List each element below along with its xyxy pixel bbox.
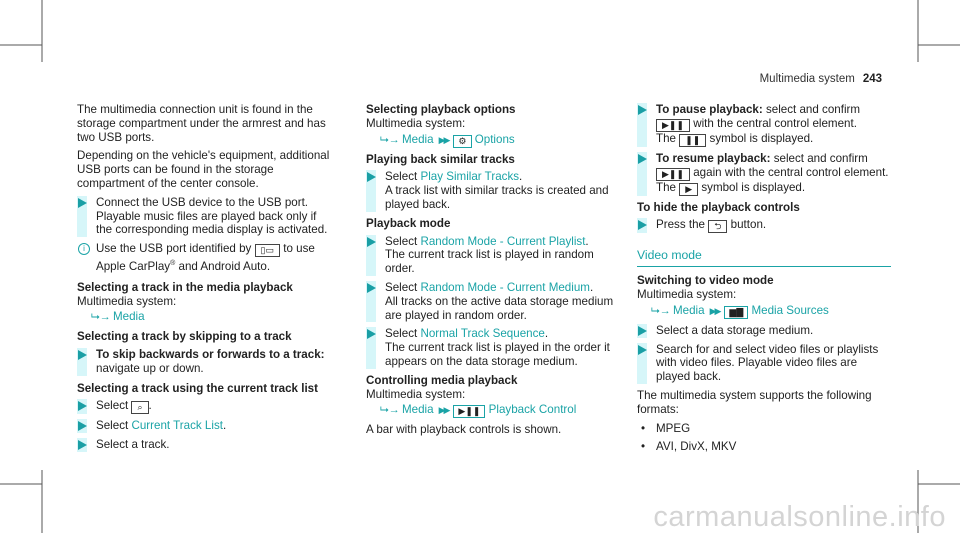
search-icon: ⌕ xyxy=(131,401,148,414)
step-arrow-icon xyxy=(78,198,87,208)
paragraph: A bar with playback controls is shown. xyxy=(366,423,562,437)
format-list xyxy=(637,422,891,455)
header-section: Multimedia system xyxy=(759,73,855,85)
heading: Playback mode xyxy=(366,216,451,230)
media-sources-icon: ▆▇ xyxy=(724,306,748,319)
step: Select a track. xyxy=(77,438,335,452)
section-title: Video mode xyxy=(637,249,891,267)
step-arrow-icon xyxy=(638,220,647,230)
play-pause-icon: ▶❚❚ xyxy=(656,168,690,181)
step: Select Normal Track Sequence. The current track list is played in the order it appears on the data storage medium. xyxy=(366,327,618,368)
gear-icon: ⚙ xyxy=(453,135,471,148)
running-header xyxy=(760,73,882,87)
back-icon: ⮌ xyxy=(708,220,727,233)
step-arrow-icon xyxy=(638,105,647,115)
menu-path xyxy=(77,310,335,325)
menu-link-play-similar[interactable]: Play Similar Tracks xyxy=(420,170,520,184)
step-arrow-icon xyxy=(78,421,87,431)
pause-icon: ❚❚ xyxy=(679,134,706,147)
step: Select Current Track List. xyxy=(77,419,335,433)
play-pause-icon: ▶❚❚ xyxy=(453,405,485,418)
step: Select Play Similar Tracks. A track list with similar tracks is created and played back. xyxy=(366,170,618,211)
step-arrow-icon xyxy=(78,350,87,360)
step: Select Random Mode - Current Playlist. The current track list is played in random order. xyxy=(366,235,618,276)
menu-path-label: Multimedia system: xyxy=(366,387,466,401)
step-arrow-icon xyxy=(367,237,376,247)
heading: Switching to video mode xyxy=(637,274,774,288)
menu-link-current-track-list[interactable]: Current Track List xyxy=(131,419,223,433)
step-arrow-icon xyxy=(638,154,647,164)
heading: Selecting playback options xyxy=(366,103,516,116)
menu-path-label: Multimedia system: xyxy=(366,116,466,130)
heading: Selecting a track by skipping to a track xyxy=(77,330,292,344)
column-3 xyxy=(637,103,891,459)
page-number: 243 xyxy=(862,73,882,85)
heading: Selecting a track using the current track list xyxy=(77,381,318,395)
list-item: • AVI, DivX, MKV xyxy=(656,440,891,454)
double-chevron-icon: ▶▶ xyxy=(438,134,449,145)
play-icon: ▶ xyxy=(679,183,698,196)
play-pause-icon: ▶❚❚ xyxy=(656,119,690,132)
column-2 xyxy=(366,103,618,442)
menu-path xyxy=(366,133,618,148)
step: To resume playback: select and confirm ▶❚❚ again with the central control element. The ▶ symbol is displayed. xyxy=(637,152,891,196)
step: Search for and select video files or playlists with video files. Playable video files are played back. xyxy=(637,343,891,384)
path-arrow-icon: ⮡→ xyxy=(651,304,671,317)
usb-phone-icon: ▯▭ xyxy=(255,244,280,257)
step: Connect the USB device to the USB port. Playable music files are played back only if the corresponding media display is activated. xyxy=(77,196,335,237)
paragraph: The multimedia system supports the following formats: xyxy=(637,388,872,416)
list-item: • MPEG xyxy=(656,422,891,436)
step: Select Random Mode - Current Medium. All tracks on the active data storage medium are played in random order. xyxy=(366,281,618,322)
menu-path xyxy=(366,403,618,418)
step-arrow-icon xyxy=(78,440,87,450)
path-arrow-icon: ⮡→ xyxy=(380,133,400,146)
heading: Controlling media playback xyxy=(366,373,518,387)
menu-link-media[interactable]: Media xyxy=(402,132,434,146)
double-chevron-icon: ▶▶ xyxy=(709,305,720,316)
step-arrow-icon xyxy=(367,172,376,182)
heading: Playing back similar tracks xyxy=(366,152,515,166)
step: To skip backwards or forwards to a track: navigate up or down. xyxy=(77,348,335,376)
menu-link-options[interactable]: Options xyxy=(474,132,515,146)
menu-link-normal-sequence[interactable]: Normal Track Sequence xyxy=(420,327,545,341)
step: To pause playback: select and confirm ▶❚❚ with the central control element. The ❚❚ symbol is displayed. xyxy=(637,103,891,147)
menu-path-label: Multimedia system: xyxy=(637,287,737,301)
menu-link-random-medium[interactable]: Random Mode - Current Medium xyxy=(420,280,590,294)
step-arrow-icon xyxy=(638,326,647,336)
heading: To hide the playback controls xyxy=(637,200,800,214)
step: Press the ⮌ button. xyxy=(637,218,891,233)
menu-path-label: Multimedia system: xyxy=(77,294,177,308)
paragraph: Depending on the vehicle's equipment, additional USB ports can be found in the storage compartment of the center console. xyxy=(77,149,330,190)
paragraph: The multimedia connection unit is found in the storage compartment under the armrest and has two USB ports. xyxy=(77,103,326,144)
menu-path xyxy=(637,304,891,319)
step: Select ⌕ . xyxy=(77,399,335,414)
double-chevron-icon: ▶▶ xyxy=(438,405,449,416)
path-arrow-icon: ⮡→ xyxy=(380,404,400,417)
info-icon: i xyxy=(78,243,90,255)
menu-link-media[interactable]: Media xyxy=(673,303,705,317)
path-arrow-icon: ⮡→ xyxy=(91,311,111,324)
step-arrow-icon xyxy=(78,401,87,411)
menu-link-random-playlist[interactable]: Random Mode - Current Playlist xyxy=(420,234,586,248)
column-1 xyxy=(77,103,335,457)
menu-link-media[interactable]: Media xyxy=(113,310,145,324)
heading: Selecting a track in the media playback xyxy=(77,280,293,294)
step-arrow-icon xyxy=(367,283,376,293)
info-note: i Use the USB port identified by ▯▭ to use Apple CarPlay® and Android Auto. xyxy=(77,242,335,274)
step: Select a data storage medium. xyxy=(637,324,891,338)
menu-link-playback-control[interactable]: Playback Control xyxy=(488,403,577,417)
menu-link-media[interactable]: Media xyxy=(402,403,434,417)
watermark: carmanualsonline.info xyxy=(653,501,946,533)
menu-link-media-sources[interactable]: Media Sources xyxy=(751,303,829,317)
step-arrow-icon xyxy=(367,329,376,339)
step-arrow-icon xyxy=(638,345,647,355)
